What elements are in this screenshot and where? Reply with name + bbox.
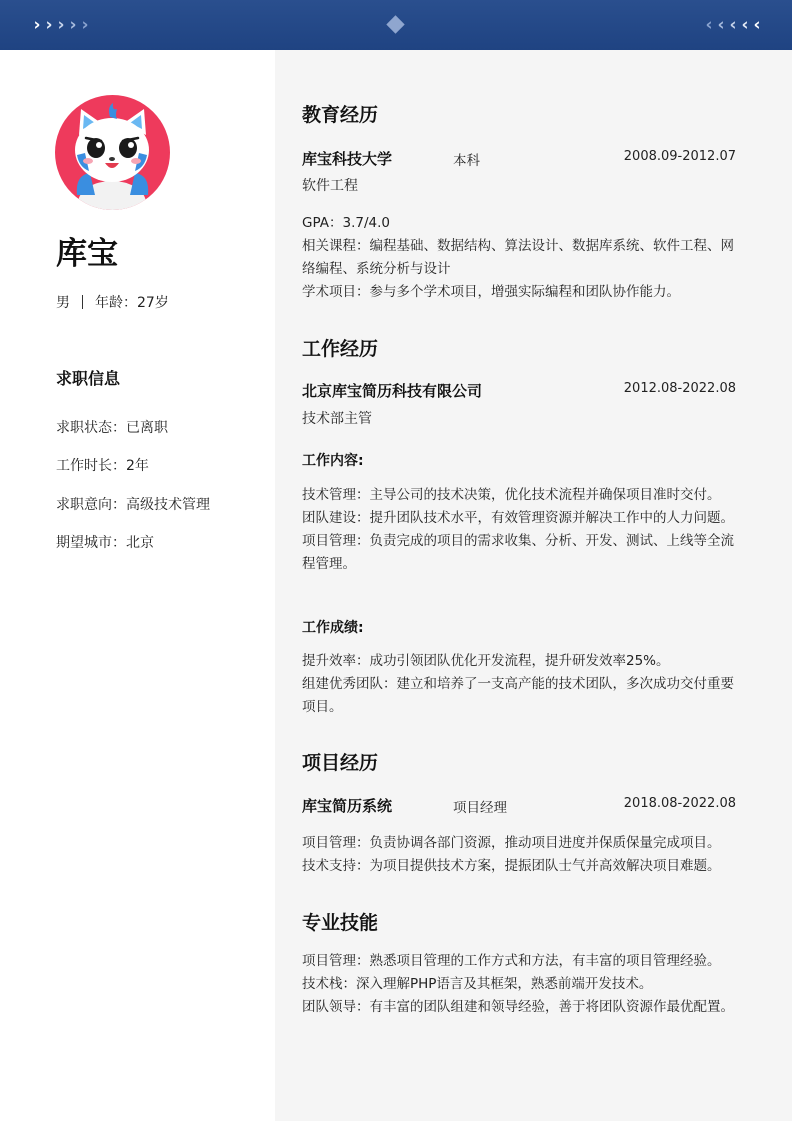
- education-row: [302, 148, 736, 170]
- degree: 本科: [453, 153, 480, 169]
- major: 软件工程: [302, 178, 358, 194]
- avatar: [55, 95, 170, 210]
- work-achieve-title: 工作成绩:: [302, 620, 364, 636]
- profile-name: 库宝: [56, 236, 118, 272]
- education-date: 2008.09-2012.07: [623, 149, 736, 164]
- project-role: 项目经理: [453, 800, 507, 816]
- work-content-line: 技术管理：主导公司的技术决策，优化技术流程并确保项目准时交付。: [302, 487, 721, 503]
- work-row: [302, 380, 736, 402]
- diamond-icon: [386, 15, 404, 33]
- skills-line: 项目管理：熟悉项目管理的工作方式和方法，有丰富的项目管理经验。: [302, 953, 721, 969]
- work-achieve-line: 组建优秀团队：建立和培养了一支高产能的技术团队，多次成功交付重要项目。: [302, 676, 734, 715]
- project-details: [302, 832, 740, 878]
- skills-line: 技术栈：深入理解PHP语言及其框架，熟悉前端开发技术。: [302, 976, 653, 992]
- skills-line: 团队领导：有丰富的团队组建和领导经验，善于将团队资源作最优配置。: [302, 999, 734, 1015]
- header-band: [0, 0, 792, 50]
- chevrons-right-icon: › › › › ›: [33, 15, 87, 35]
- education-details: [302, 212, 740, 304]
- project-line: 项目管理：负责协调各部门资源，推动项目进度并保质保量完成项目。: [302, 835, 721, 851]
- education-line: 学术项目：参与多个学术项目，增强实际编程和团队协作能力。: [302, 284, 680, 300]
- work-content: [302, 484, 740, 576]
- profile-age: 年龄：27岁: [95, 295, 169, 311]
- job-status: 求职状态：已离职: [56, 420, 168, 436]
- divider: [82, 295, 83, 309]
- work-achieve-line: 提升效率：成功引领团队优化开发流程，提升研发效率25%。: [302, 653, 670, 669]
- work-content-title: 工作内容:: [302, 453, 364, 469]
- project-name: 库宝简历系统: [302, 797, 393, 815]
- skills-details: [302, 950, 740, 1019]
- project-title: 项目经历: [302, 752, 379, 774]
- school-name: 库宝科技大学: [302, 150, 393, 168]
- expected-city: 期望城市：北京: [56, 535, 154, 551]
- work-achievements: [302, 650, 740, 719]
- education-title: 教育经历: [302, 104, 379, 126]
- project-row: [302, 795, 736, 817]
- work-duration: 工作时长：2年: [56, 458, 149, 474]
- education-line: GPA：3.7/4.0: [302, 215, 390, 231]
- profile-gender: 男: [56, 295, 70, 311]
- job-intention: 求职意向：高级技术管理: [56, 497, 210, 513]
- main-content: [275, 50, 792, 1121]
- education-line: 相关课程：编程基础、数据结构、算法设计、数据库系统、软件工程、网络编程、系统分析与设计: [302, 238, 734, 277]
- sidebar: [0, 50, 275, 1121]
- work-date: 2012.08-2022.08: [623, 381, 736, 396]
- chevrons-left-icon: ‹ ‹ ‹ ‹ ‹: [705, 15, 759, 35]
- project-date: 2018.08-2022.08: [623, 796, 736, 811]
- project-line: 技术支持：为项目提供技术方案，提振团队士气并高效解决项目难题。: [302, 858, 721, 874]
- company-name: 北京库宝简历科技有限公司: [302, 382, 483, 400]
- work-content-line: 项目管理：负责完成的项目的需求收集、分析、开发、测试、上线等全流程管理。: [302, 533, 734, 572]
- work-title: 工作经历: [302, 338, 379, 360]
- cat-mascot-icon: [55, 95, 170, 210]
- profile-basic-info: [56, 292, 169, 312]
- job-info-title: 求职信息: [56, 369, 121, 388]
- work-content-line: 团队建设：提升团队技术水平，有效管理资源并解决工作中的人力问题。: [302, 510, 734, 526]
- skills-title: 专业技能: [302, 912, 379, 934]
- position: 技术部主管: [302, 411, 372, 427]
